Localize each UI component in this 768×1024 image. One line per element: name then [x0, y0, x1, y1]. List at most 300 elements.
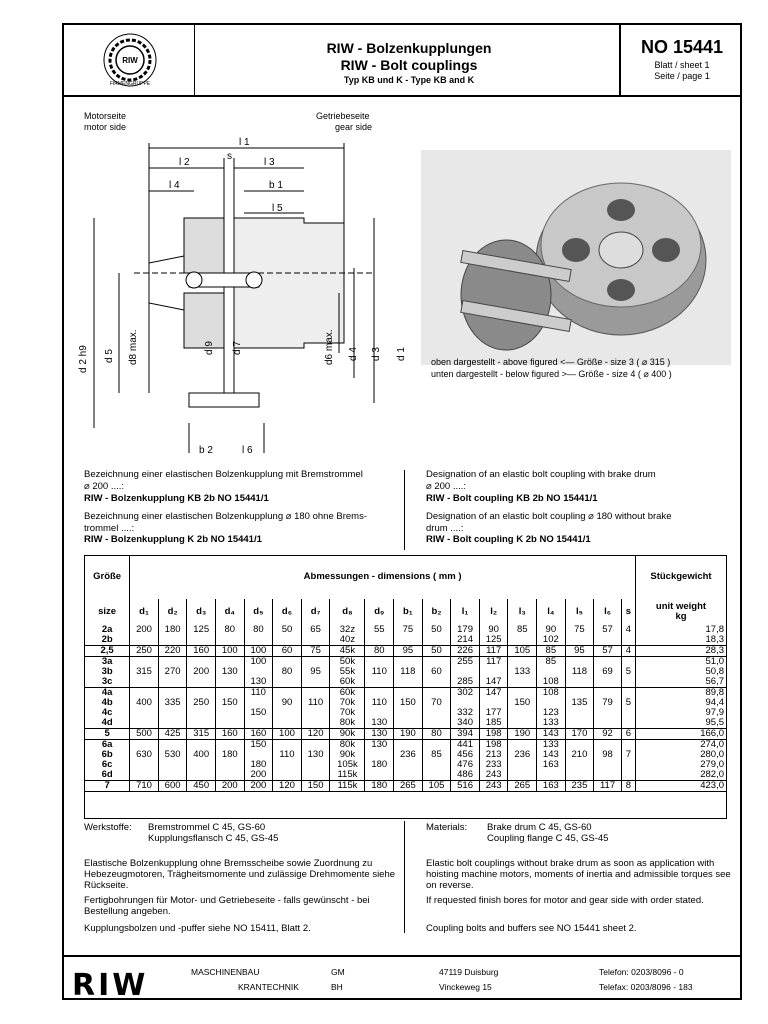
table-cell: 95 — [301, 667, 330, 677]
table-cell — [130, 718, 159, 729]
note-en-2: If requested finish bores for motor and gear side with order stated. — [426, 895, 704, 906]
table-row — [85, 635, 727, 646]
table-cell: 425 — [158, 729, 187, 740]
table-cell: 180 — [365, 781, 394, 792]
col-header: d₆ — [273, 599, 302, 625]
table-cell: 117 — [479, 646, 508, 657]
size-cell: 4a — [85, 688, 130, 699]
table-cell: 710 — [130, 781, 159, 792]
table-cell: 265 — [508, 781, 537, 792]
table-cell: 65 — [301, 625, 330, 635]
note-de-1: Elastische Bolzenkupplung ohne Bremsscheibe sowie Zuordnung zu Hebezeugmotoren, Trägheitsmomente und zulässige Drehmomente siehe Rückseite. — [84, 858, 396, 891]
table-cell — [158, 635, 187, 646]
table-cell: 250 — [187, 698, 216, 708]
table-cell: 60 — [273, 646, 302, 657]
weight-cell: 28,3 — [635, 646, 726, 657]
table-cell: 79 — [594, 698, 622, 708]
photo-caption-1: oben dargestellt - above figured <— Größe - size 3 ( ⌀ 315 ) — [431, 357, 671, 367]
table-cell: 80k — [330, 718, 365, 729]
table-cell: 50k — [330, 657, 365, 668]
table-cell — [187, 635, 216, 646]
table-cell: 55k — [330, 667, 365, 677]
table-cell: 180 — [158, 625, 187, 635]
col-header: l₅ — [565, 599, 594, 625]
note-de-3: Kupplungsbolzen und -puffer siehe NO 15411, Blatt 2. — [84, 923, 311, 934]
table-cell — [394, 760, 423, 770]
table-cell: 90 — [273, 698, 302, 708]
table-cell: 105 — [422, 781, 451, 792]
table-cell: 100 — [273, 729, 302, 740]
table-cell: 4 — [621, 646, 635, 657]
size-cell: 6b — [85, 750, 130, 760]
size-cell: 7 — [85, 781, 130, 792]
datasheet-page — [62, 23, 742, 1003]
table-cell: 92 — [594, 729, 622, 740]
dim-d6max: d6 max. — [324, 329, 335, 365]
weight-cell: 94,4 — [635, 698, 726, 708]
table-cell — [594, 718, 622, 729]
table-cell — [508, 708, 537, 718]
table-cell: 150 — [301, 781, 330, 792]
table-cell — [422, 677, 451, 688]
weight-cell: 280,0 — [635, 750, 726, 760]
table-cell: 50 — [273, 625, 302, 635]
table-cell: 516 — [451, 781, 480, 792]
size-cell: 2a — [85, 625, 130, 635]
table-cell: 394 — [451, 729, 480, 740]
table-cell: 285 — [451, 677, 480, 688]
weight-cell: 423,0 — [635, 781, 726, 792]
designation-en-2: Designation of an elastic bolt coupling ⌀ 180 without brake — [426, 511, 672, 522]
col-header: d₃ — [187, 599, 216, 625]
table-cell — [621, 760, 635, 770]
table-cell: 133 — [508, 667, 537, 677]
size-cell: 2b — [85, 635, 130, 646]
table-cell: 226 — [451, 646, 480, 657]
table-cell — [594, 708, 622, 718]
table-cell: 400 — [187, 750, 216, 760]
table-cell — [422, 718, 451, 729]
table-cell: 150 — [508, 698, 537, 708]
size-cell: 3a — [85, 657, 130, 668]
table-cell — [565, 635, 594, 646]
table-cell: 180 — [244, 760, 273, 770]
table-cell — [394, 718, 423, 729]
table-cell: 400 — [130, 698, 159, 708]
table-cell — [508, 718, 537, 729]
table-cell: 100 — [244, 657, 273, 668]
table-cell: 441 — [451, 740, 480, 751]
table-cell: 130 — [365, 729, 394, 740]
table-cell: 60 — [422, 667, 451, 677]
table-row — [85, 718, 727, 729]
table-cell — [301, 718, 330, 729]
table-cell — [621, 770, 635, 781]
table-cell: 70 — [422, 698, 451, 708]
dim-d8max: d8 max. — [128, 329, 139, 365]
table-cell: 130 — [365, 718, 394, 729]
dim-l6: l 6 — [242, 445, 253, 453]
table-cell: 335 — [158, 698, 187, 708]
svg-text:RIW: RIW — [122, 56, 138, 65]
table-cell: 198 — [479, 740, 508, 751]
table-cell: 108 — [537, 677, 566, 688]
table-cell — [422, 760, 451, 770]
col-header: d₄ — [216, 599, 245, 625]
table-cell: 150 — [394, 698, 423, 708]
table-cell — [158, 760, 187, 770]
weight-cell: 51,0 — [635, 657, 726, 668]
table-cell — [565, 708, 594, 718]
size-cell: 6c — [85, 760, 130, 770]
col-header: d₁ — [130, 599, 159, 625]
table-cell: 123 — [537, 708, 566, 718]
table-row — [85, 698, 727, 708]
table-cell: 118 — [394, 667, 423, 677]
table-row — [85, 667, 727, 677]
table-cell: 117 — [594, 781, 622, 792]
table-cell: 133 — [537, 718, 566, 729]
weight-cell: 274,0 — [635, 740, 726, 751]
table-cell — [365, 635, 394, 646]
table-cell: 7 — [621, 750, 635, 760]
table-cell — [130, 708, 159, 718]
designation-de-1: Bezeichnung einer elastischen Bolzenkupplung mit Bremstrommel — [84, 469, 363, 480]
table-cell — [244, 635, 273, 646]
table-cell: 90 — [537, 625, 566, 635]
table-cell: 235 — [565, 781, 594, 792]
table-cell: 5 — [621, 698, 635, 708]
col-weight-en-line2: kg — [675, 611, 687, 622]
table-cell: 200 — [187, 667, 216, 677]
table-cell — [216, 760, 245, 770]
table-cell: 133 — [537, 740, 566, 751]
table-cell: 85 — [422, 750, 451, 760]
footer-maschinenbau: MASCHINENBAU — [191, 967, 260, 977]
table-cell: 160 — [187, 646, 216, 657]
table-cell — [216, 677, 245, 688]
title-en: RIW - Bolt couplings — [340, 57, 478, 73]
dim-d3: d 3 — [371, 347, 382, 361]
size-cell: 6d — [85, 770, 130, 781]
col-header: d₈ — [330, 599, 365, 625]
table-cell: 180 — [365, 760, 394, 770]
materials-en-2: Coupling flange C 45, GS-45 — [487, 833, 609, 844]
table-cell — [594, 770, 622, 781]
materials-en-1: Brake drum C 45, GS-60 — [487, 822, 592, 833]
table-cell: 150 — [216, 698, 245, 708]
table-cell — [301, 677, 330, 688]
table-cell — [365, 677, 394, 688]
table-cell: 170 — [565, 729, 594, 740]
table-cell: 147 — [479, 677, 508, 688]
table-cell — [621, 635, 635, 646]
table-cell: 118 — [565, 667, 594, 677]
table-cell: 45k — [330, 646, 365, 657]
table-cell: 80 — [244, 625, 273, 635]
table-cell: 8 — [621, 781, 635, 792]
table-cell: 40z — [330, 635, 365, 646]
footer-divider — [64, 955, 740, 957]
dim-d7: d 7 — [232, 341, 243, 355]
designation-divider — [404, 470, 405, 550]
table-cell: 90k — [330, 729, 365, 740]
table-cell: 5 — [621, 667, 635, 677]
dim-l4: l 4 — [169, 180, 180, 191]
table-cell: 70k — [330, 708, 365, 718]
size-cell: 3c — [85, 677, 130, 688]
table-cell: 55 — [365, 625, 394, 635]
table-cell: 115k — [330, 781, 365, 792]
materials-de-2: Kupplungsflansch C 45, GS-45 — [148, 833, 279, 844]
table-cell — [508, 770, 537, 781]
col-dimensions: Abmessungen - dimensions ( mm ) — [130, 555, 636, 599]
table-cell: 4 — [621, 625, 635, 635]
table-cell: 105 — [508, 646, 537, 657]
table-cell — [594, 677, 622, 688]
table-cell: 80 — [273, 667, 302, 677]
table-cell — [244, 718, 273, 729]
designation-de-1-bold: RIW - Bolzenkupplung KB 2b NO 15441/1 — [84, 493, 269, 504]
table-cell: 255 — [451, 657, 480, 668]
table-cell: 110 — [244, 688, 273, 699]
table-cell — [621, 718, 635, 729]
table-cell — [394, 677, 423, 688]
table-row — [85, 729, 727, 740]
table-cell: 456 — [451, 750, 480, 760]
weight-cell: 56,7 — [635, 677, 726, 688]
table-cell: 60k — [330, 677, 365, 688]
table-cell — [594, 635, 622, 646]
table-cell: 50 — [422, 646, 451, 657]
table-cell — [158, 708, 187, 718]
table-cell — [422, 635, 451, 646]
table-cell: 90k — [330, 750, 365, 760]
dim-b1: b 1 — [269, 180, 283, 191]
table-cell — [365, 770, 394, 781]
weight-cell: 97,9 — [635, 708, 726, 718]
motor-side-en: motor side — [84, 122, 127, 132]
table-cell: 198 — [479, 729, 508, 740]
dimensions-table — [84, 555, 727, 792]
table-cell: 200 — [130, 625, 159, 635]
table-cell: 213 — [479, 750, 508, 760]
table-cell: 95 — [565, 646, 594, 657]
table-cell: 180 — [216, 750, 245, 760]
table-cell: 75 — [301, 646, 330, 657]
weight-cell: 89,8 — [635, 688, 726, 699]
table-cell: 75 — [565, 625, 594, 635]
table-cell: 214 — [451, 635, 480, 646]
motor-side-de: Motorseite — [84, 111, 127, 121]
svg-text:FIRMENGRUPPE: FIRMENGRUPPE — [109, 81, 151, 87]
footer-gm: GM — [331, 967, 345, 977]
designation-en-1b: ⌀ 200 ....: — [426, 481, 467, 492]
table-cell: 105k — [330, 760, 365, 770]
materials-en-label: Materials: — [426, 822, 468, 833]
table-cell: 100 — [244, 646, 273, 657]
size-cell: 4c — [85, 708, 130, 718]
table-cell — [273, 718, 302, 729]
table-cell: 130 — [216, 667, 245, 677]
header-divider — [64, 95, 740, 97]
dim-l5: l 5 — [272, 203, 283, 214]
designation-de-1b: ⌀ 200 ....: — [84, 481, 125, 492]
table-cell — [565, 760, 594, 770]
table-cell: 85 — [537, 646, 566, 657]
table-cell: 70k — [330, 698, 365, 708]
table-cell: 270 — [158, 667, 187, 677]
table-row — [85, 677, 727, 688]
col-header: s — [621, 599, 635, 625]
table-cell: 90 — [479, 625, 508, 635]
table-cell: 315 — [130, 667, 159, 677]
table-cell — [187, 677, 216, 688]
table-cell — [565, 718, 594, 729]
col-header: b₂ — [422, 599, 451, 625]
table-cell: 102 — [537, 635, 566, 646]
table-cell: 50 — [422, 625, 451, 635]
table-cell — [216, 718, 245, 729]
table-cell: 265 — [394, 781, 423, 792]
riw-logo-icon — [94, 30, 174, 90]
table-cell: 160 — [244, 729, 273, 740]
table-cell — [273, 635, 302, 646]
table-cell: 147 — [479, 688, 508, 699]
table-cell — [130, 770, 159, 781]
notes-divider — [404, 821, 405, 933]
gear-side-de: Getriebeseite — [316, 111, 370, 121]
weight-cell: 279,0 — [635, 760, 726, 770]
table-cell — [273, 708, 302, 718]
dim-d4: d 4 — [348, 347, 359, 361]
table-cell — [537, 770, 566, 781]
table-cell — [565, 677, 594, 688]
table-cell: 163 — [537, 781, 566, 792]
subtitle: Typ KB und K - Type KB and K — [343, 75, 475, 85]
table-cell: 190 — [508, 729, 537, 740]
table-cell: 179 — [451, 625, 480, 635]
table-cell — [216, 708, 245, 718]
photo-caption-2: unten dargestellt - below figured >— Größe - size 4 ( ⌀ 400 ) — [431, 369, 672, 379]
table-cell: 177 — [479, 708, 508, 718]
coupling-photo — [421, 150, 731, 365]
designation-en-1: Designation of an elastic bolt coupling with brake drum — [426, 469, 656, 480]
weight-cell: 50,8 — [635, 667, 726, 677]
size-cell: 5 — [85, 729, 130, 740]
table-cell — [187, 770, 216, 781]
doc-number: NO 15441 — [640, 37, 724, 57]
footer-city: 47119 Duisburg — [439, 967, 499, 977]
table-cell: 600 — [158, 781, 187, 792]
table-cell — [273, 770, 302, 781]
note-de-2: Fertigbohrungen für Motor- und Getriebeseite - falls gewünscht - bei Bestellung angeben. — [84, 895, 370, 917]
table-cell: 110 — [273, 750, 302, 760]
table-cell: 80 — [365, 646, 394, 657]
table-cell — [508, 635, 537, 646]
col-size-en: size — [85, 599, 130, 625]
sheet-label: Blatt / sheet 1 — [654, 60, 710, 70]
table-row — [85, 646, 727, 657]
table-cell — [594, 760, 622, 770]
table-cell — [301, 635, 330, 646]
page-label: Seite / page 1 — [654, 71, 710, 81]
table-cell: 6 — [621, 729, 635, 740]
size-cell: 6a — [85, 740, 130, 751]
note-en-3: Coupling bolts and buffers see NO 15441 sheet 2. — [426, 923, 637, 934]
dim-s: s — [227, 151, 232, 162]
col-weight-en-line1: unit weight — [655, 601, 707, 612]
weight-cell: 18,3 — [635, 635, 726, 646]
table-cell — [216, 635, 245, 646]
table-cell: 630 — [130, 750, 159, 760]
table-cell — [422, 770, 451, 781]
table-cell: 120 — [301, 729, 330, 740]
designation-de-2b: trommel ....: — [84, 523, 135, 534]
table-cell — [394, 708, 423, 718]
table-cell — [130, 677, 159, 688]
dim-d1: d 1 — [396, 347, 407, 361]
footer-logo: RIW — [72, 968, 149, 1003]
table-cell — [301, 708, 330, 718]
table-cell: 530 — [158, 750, 187, 760]
table-cell — [508, 677, 537, 688]
table-cell: 200 — [244, 770, 273, 781]
footer-street: Vinckeweg 15 — [439, 982, 492, 992]
table-cell: 85 — [537, 657, 566, 668]
table-cell — [216, 770, 245, 781]
table-cell: 450 — [187, 781, 216, 792]
table-cell: 332 — [451, 708, 480, 718]
table-cell: 57 — [594, 646, 622, 657]
table-cell: 115k — [330, 770, 365, 781]
table-row — [85, 625, 727, 635]
table-cell — [394, 770, 423, 781]
col-size-de: Größe — [85, 555, 130, 599]
table-cell: 75 — [394, 625, 423, 635]
table-cell: 60k — [330, 688, 365, 699]
table-cell: 108 — [537, 688, 566, 699]
weight-cell: 282,0 — [635, 770, 726, 781]
table-cell — [273, 760, 302, 770]
table-cell: 302 — [451, 688, 480, 699]
size-cell: 4b — [85, 698, 130, 708]
col-header: d₉ — [365, 599, 394, 625]
table-cell: 69 — [594, 667, 622, 677]
footer-krantechnik: KRANTECHNIK — [238, 982, 299, 992]
table-cell: 135 — [565, 698, 594, 708]
table-cell: 486 — [451, 770, 480, 781]
table-cell: 117 — [479, 657, 508, 668]
designation-de-2: Bezeichnung einer elastischen Bolzenkupplung ⌀ 180 ohne Brems- — [84, 511, 367, 522]
table-cell: 200 — [244, 781, 273, 792]
table-cell — [621, 677, 635, 688]
table-cell: 315 — [187, 729, 216, 740]
weight-cell: 166,0 — [635, 729, 726, 740]
col-header: b₁ — [394, 599, 423, 625]
gear-side-en: gear side — [335, 122, 373, 132]
table-cell: 500 — [130, 729, 159, 740]
table-row — [85, 760, 727, 770]
table-cell: 125 — [187, 625, 216, 635]
table-cell: 220 — [158, 646, 187, 657]
header-divider-v1 — [194, 25, 195, 95]
table-cell — [301, 770, 330, 781]
table-cell — [158, 677, 187, 688]
size-cell: 2,5 — [85, 646, 130, 657]
coupling-drawing — [74, 133, 414, 453]
table-cell — [158, 770, 187, 781]
